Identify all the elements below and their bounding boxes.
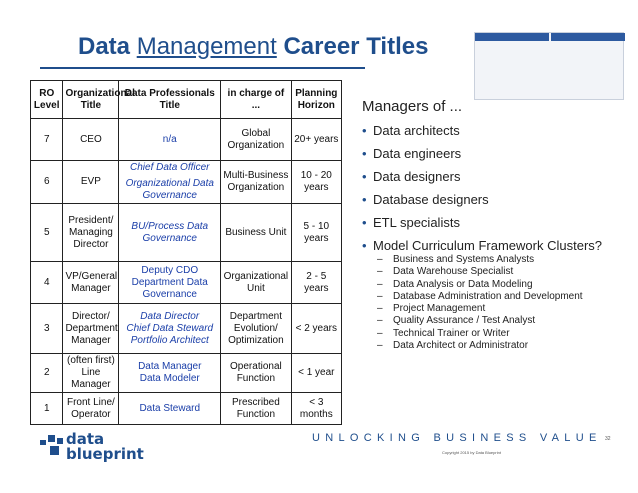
ro-level-cell: 2 bbox=[31, 354, 63, 393]
list-item-label: Data architects bbox=[373, 123, 460, 138]
data-title-line: n/a bbox=[162, 133, 177, 145]
data-title-line: Data Modeler bbox=[139, 373, 200, 384]
logo-block-1 bbox=[40, 440, 46, 445]
cluster-item-label: Database Administration and Development bbox=[393, 290, 583, 302]
dash-icon: – bbox=[377, 290, 383, 302]
list-item-label: Data designers bbox=[373, 169, 461, 184]
header-in-charge: in charge of ... bbox=[221, 81, 291, 119]
ro-level-cell: 5 bbox=[31, 204, 63, 262]
list-item-label: Database designers bbox=[373, 192, 489, 207]
cluster-item bbox=[373, 303, 634, 315]
dash-icon: – bbox=[377, 303, 383, 315]
in-charge-cell: Department Evolution/ Optimization bbox=[221, 304, 291, 354]
reference-thumbnail bbox=[474, 32, 624, 100]
org-title-cell: EVP bbox=[63, 161, 119, 204]
data-title-line: Data Steward bbox=[139, 402, 201, 414]
in-charge-cell: Operational Function bbox=[221, 354, 291, 393]
logo-block-2 bbox=[48, 435, 55, 442]
data-title-line: Department Data Governance bbox=[131, 276, 208, 300]
org-title-cell: (often first) Line Manager bbox=[63, 354, 119, 393]
list-item bbox=[362, 123, 634, 138]
cluster-list bbox=[373, 254, 634, 352]
data-title-cell bbox=[119, 119, 221, 161]
cluster-item-label: Quality Assurance / Test Analyst bbox=[393, 315, 536, 327]
cluster-item bbox=[373, 266, 634, 278]
cluster-item-label: Project Management bbox=[393, 303, 486, 315]
header-planning-horizon: Planning Horizon bbox=[291, 81, 341, 119]
ro-level-cell: 6 bbox=[31, 161, 63, 204]
list-item-label: Model Curriculum Framework Clusters? bbox=[373, 238, 602, 253]
org-title-cell: VP/General Manager bbox=[63, 262, 119, 304]
bullet-icon: • bbox=[362, 169, 367, 184]
planning-horizon-cell: 5 - 10 years bbox=[291, 204, 341, 262]
career-table-body bbox=[31, 81, 342, 425]
data-title-line: Data Director bbox=[140, 310, 200, 322]
table-row bbox=[31, 354, 342, 393]
in-charge-cell: Organizational Unit bbox=[221, 262, 291, 304]
cluster-item bbox=[373, 254, 634, 266]
logo-block-3 bbox=[50, 446, 59, 455]
header-data-title: Data Professionals Title bbox=[119, 81, 221, 119]
data-title-cell bbox=[119, 161, 221, 204]
data-blueprint-logo bbox=[40, 432, 150, 466]
data-title-line: Chief Data Officer bbox=[130, 162, 210, 173]
org-title-cell: CEO bbox=[63, 119, 119, 161]
table-row bbox=[31, 262, 342, 304]
ro-level-cell: 4 bbox=[31, 262, 63, 304]
thumbnail-header-left bbox=[475, 33, 549, 41]
page-number: 32 bbox=[605, 436, 611, 442]
planning-horizon-cell: 20+ years bbox=[291, 119, 341, 161]
thumbnail-header-right bbox=[551, 33, 625, 41]
header-org-title: Organizational Title bbox=[63, 81, 119, 119]
planning-horizon-cell: 2 - 5 years bbox=[291, 262, 341, 304]
org-title-cell: President/ Managing Director bbox=[63, 204, 119, 262]
data-title-cell bbox=[119, 354, 221, 393]
planning-horizon-cell: < 1 year bbox=[291, 354, 341, 393]
ro-level-cell: 1 bbox=[31, 393, 63, 425]
bullet-icon: • bbox=[362, 215, 367, 230]
org-title-cell: Front Line/ Operator bbox=[63, 393, 119, 425]
top-band bbox=[0, 0, 638, 8]
cluster-item-label: Data Analysis or Data Modeling bbox=[393, 278, 533, 290]
slide-title bbox=[78, 33, 428, 61]
data-title-line: Deputy CDO bbox=[141, 264, 199, 276]
list-item bbox=[362, 146, 634, 161]
table-row bbox=[31, 304, 342, 354]
org-title-cell: Director/ Department Manager bbox=[63, 304, 119, 354]
data-title-cell bbox=[119, 204, 221, 262]
data-title-line: Portfolio Architect bbox=[130, 334, 209, 346]
in-charge-cell: Business Unit bbox=[221, 204, 291, 262]
cluster-item bbox=[373, 315, 634, 327]
logo-block-4 bbox=[57, 438, 63, 444]
ro-level-cell: 3 bbox=[31, 304, 63, 354]
data-title-line: Chief Data Steward bbox=[126, 322, 214, 334]
bullet-icon: • bbox=[362, 146, 367, 161]
data-title-line: Organizational Data Governance bbox=[125, 178, 214, 201]
cluster-item bbox=[373, 328, 634, 340]
managers-panel bbox=[362, 98, 634, 360]
table-row bbox=[31, 161, 342, 204]
title-rule bbox=[40, 67, 365, 69]
data-title-line: BU/Process Data Governance bbox=[131, 220, 209, 244]
dash-icon: – bbox=[377, 254, 383, 265]
list-item bbox=[362, 238, 634, 352]
table-header-row bbox=[31, 81, 342, 119]
bullet-icon: • bbox=[362, 192, 367, 207]
cluster-item-label: Data Warehouse Specialist bbox=[393, 266, 514, 278]
ro-level-cell: 7 bbox=[31, 119, 63, 161]
cluster-item bbox=[373, 291, 634, 303]
cluster-item-label: Data Architect or Administrator bbox=[393, 340, 529, 352]
cluster-item bbox=[373, 279, 634, 291]
dash-icon: – bbox=[377, 266, 383, 278]
logo-text-top: data bbox=[66, 430, 105, 448]
dash-icon: – bbox=[377, 327, 383, 339]
managers-heading: Managers of ... bbox=[362, 98, 463, 115]
bullet-icon: • bbox=[362, 238, 367, 253]
title-part-1: Data bbox=[78, 33, 131, 60]
list-item bbox=[362, 215, 634, 230]
list-item bbox=[362, 192, 634, 207]
tagline: UNLOCKING BUSINESS VALUE bbox=[312, 432, 602, 444]
cluster-item-label: Technical Trainer or Writer bbox=[393, 327, 510, 339]
copyright: Copyright 2015 by Data Blueprint bbox=[442, 450, 501, 455]
table-row bbox=[31, 204, 342, 262]
data-title-cell bbox=[119, 393, 221, 425]
career-table bbox=[30, 80, 342, 425]
in-charge-cell: Multi-Business Organization bbox=[221, 161, 291, 204]
in-charge-cell: Global Organization bbox=[221, 119, 291, 161]
planning-horizon-cell: 10 - 20 years bbox=[291, 161, 341, 204]
list-item bbox=[362, 169, 634, 184]
dash-icon: – bbox=[377, 340, 383, 352]
table-row bbox=[31, 119, 342, 161]
data-title-cell bbox=[119, 304, 221, 354]
logo-text bbox=[66, 432, 144, 462]
data-title-cell bbox=[119, 262, 221, 304]
title-part-2: Management bbox=[136, 33, 277, 60]
planning-horizon-cell: < 3 months bbox=[291, 393, 341, 425]
in-charge-cell: Prescribed Function bbox=[221, 393, 291, 425]
bullet-icon: • bbox=[362, 123, 367, 138]
cluster-item bbox=[373, 340, 634, 352]
planning-horizon-cell: < 2 years bbox=[291, 304, 341, 354]
header-ro-level: RO Level bbox=[31, 81, 63, 119]
dash-icon: – bbox=[377, 278, 383, 290]
table-row bbox=[31, 393, 342, 425]
dash-icon: – bbox=[377, 315, 383, 327]
data-title-line: Data Manager bbox=[138, 361, 202, 372]
list-item-label: ETL specialists bbox=[373, 215, 460, 230]
managers-list bbox=[362, 123, 634, 352]
cluster-item-label: Business and Systems Analysts bbox=[393, 254, 535, 265]
list-item-label: Data engineers bbox=[373, 146, 462, 161]
title-part-3: Career Titles bbox=[283, 33, 429, 60]
logo-text-bottom: blueprint bbox=[66, 445, 144, 463]
